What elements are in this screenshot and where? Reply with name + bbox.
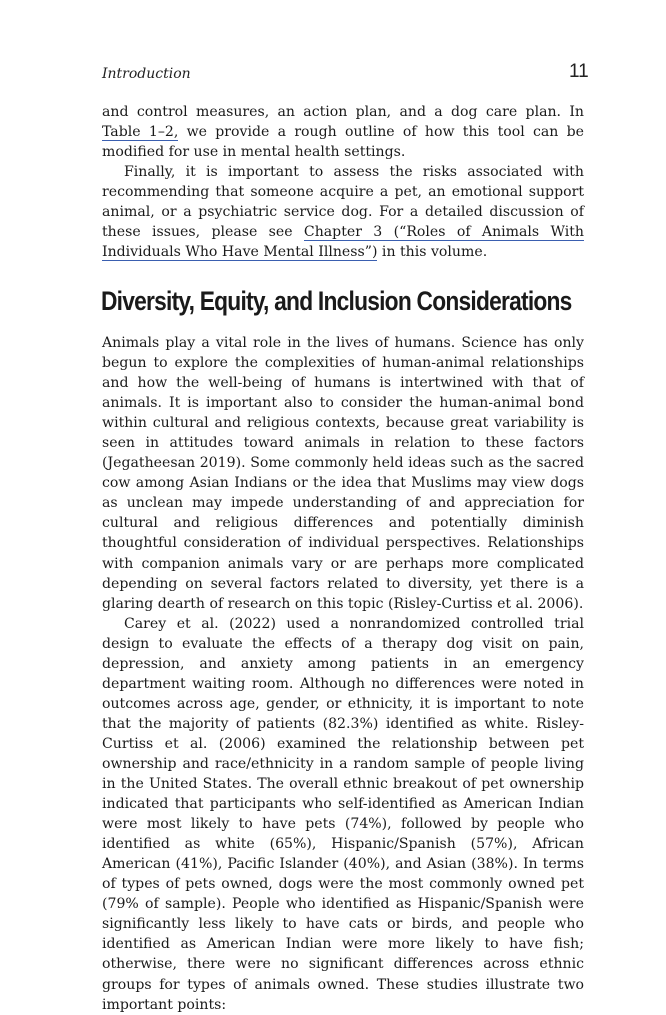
page-number: 11 <box>569 61 589 82</box>
intro-p1-text-before: and control measures, an action plan, and a dog care plan. In <box>102 104 584 120</box>
intro-paragraph-2 <box>102 162 584 262</box>
dei-paragraph-1: Animals play a vital role in the lives of humans. Science has only begun to explore the complexities of human-animal relationships and how the well-being of humans is intertwined with that of animals. It is important also to consider the human-animal bond within cultural and religious contexts, because great variability is seen in attitudes toward animals in relation to these factors (Jegatheesan 2019). Some commonly held ideas such as the sacred cow among Asian Indians or the idea that Muslims may view dogs as unclean may impede understanding of and appreciation for cultural and religious differences and potentially diminish thoughtful consideration of individual perspectives. Relationships with companion animals vary or are perhaps more complicated depending on several factors related to diversity, yet there is a glaring dearth of research on this topic (Risley-Curtiss et al. 2006). <box>102 335 584 612</box>
table-1-2-link[interactable]: Table 1–2, <box>102 124 179 141</box>
dei-text-block <box>102 333 584 1015</box>
running-head: Introduction <box>102 66 191 82</box>
intro-p2-text-before: Finally, it is important to assess the risks associated with recommending that someone acquire a pet, an emotional support animal, or a psychiatric service dog. For a detailed discussion of these issues, please see <box>102 164 584 241</box>
intro-p2-text-after: in this volume. <box>377 244 488 261</box>
section-heading: Diversity, Equity, and Inclusion Considerations <box>101 286 572 316</box>
chapter-3-link[interactable]: Chapter 3 (“Roles of Animals With Individuals Who Have Mental Illness”) <box>102 224 584 261</box>
intro-p1-text-after: we provide a rough outline of how this tool can be modified for use in mental health settings. <box>102 124 584 161</box>
intro-paragraph-1 <box>102 102 584 162</box>
dei-paragraph-2: Carey et al. (2022) used a nonrandomized controlled trial design to evaluate the effects of a therapy dog visit on pain, depression, and anxiety among patients in an emergency department waiting room. Although no differences were noted in outcomes across age, gender, or ethnicity, it is important to note that the majority of patients (82.3%) identified as white. Risley-Curtiss et al. (2006) examined the relationship between pet ownership and race/ethnicity in a random sample of people living in the United States. The overall ethnic breakout of pet ownership indicated that participants who self-identified as American Indian were most likely to have pets (74%), followed by people who identified as white (65%), Hispanic/Spanish (57%), African American (41%), Pacific Islander (40%), and Asian (38%). In terms of types of pets owned, dogs were the most commonly owned pet (79% of sample). People who identified as Hispanic/Spanish were significantly less likely to have cats or birds, and people who identified as American Indian were more likely to have fish; otherwise, there were no significant differences across ethnic groups for types of animals owned. These studies illustrate two important points: <box>102 615 584 1013</box>
intro-text-block <box>102 102 584 262</box>
